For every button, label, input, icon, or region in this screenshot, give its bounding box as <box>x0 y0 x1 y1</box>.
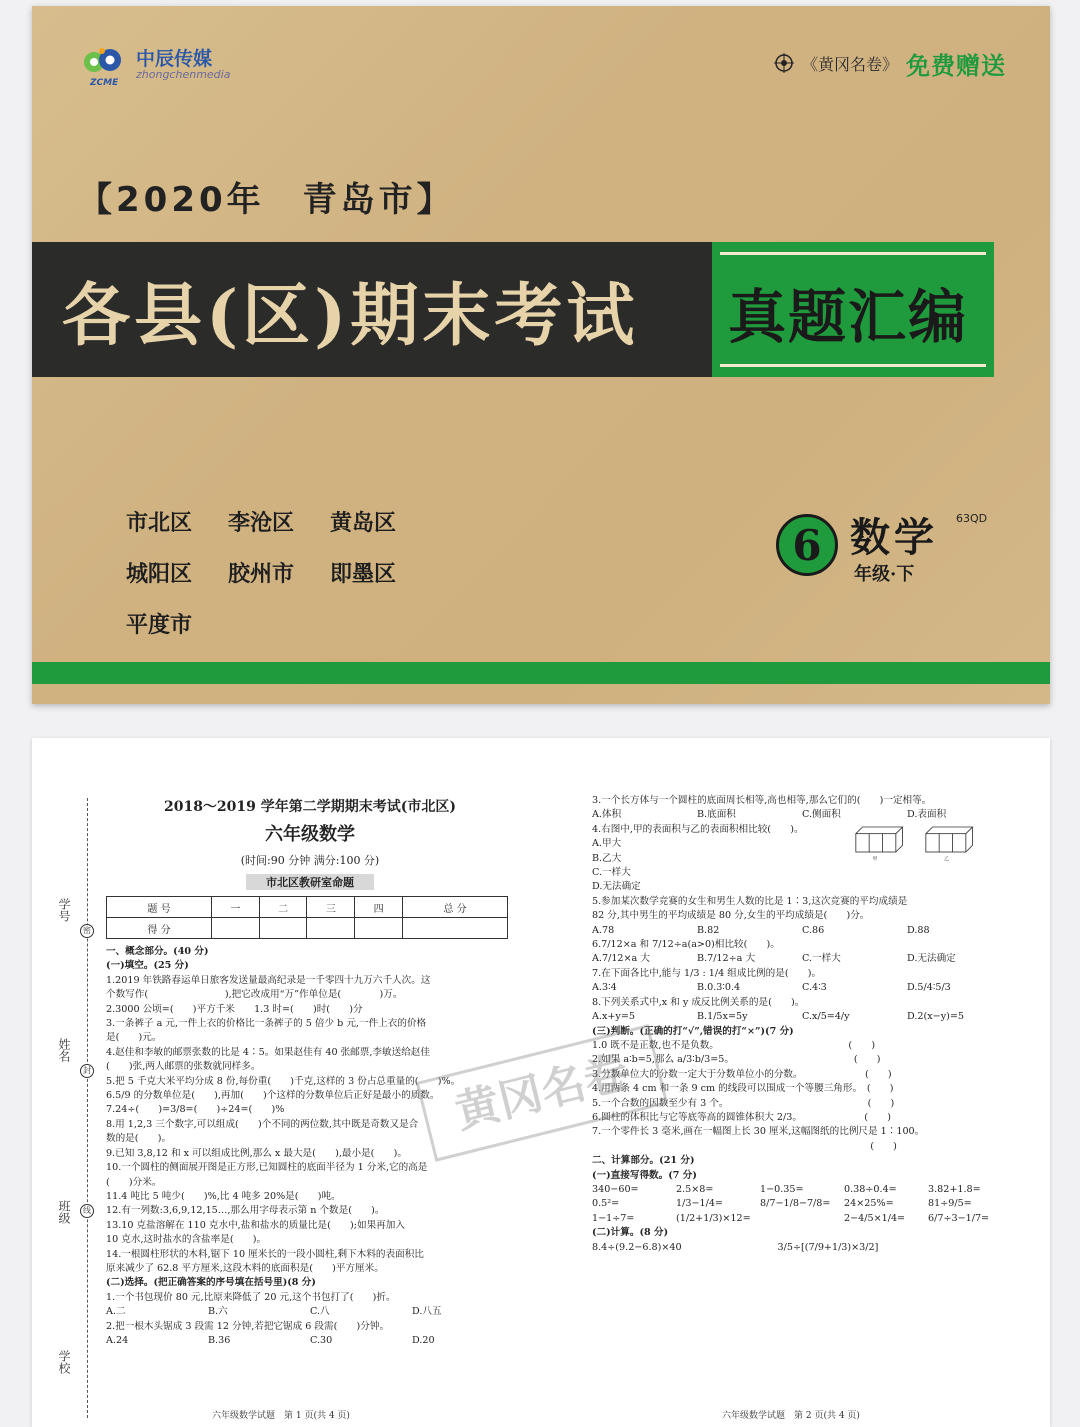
exam-time-info: (时间:90 分钟 满分:100 分) <box>240 854 380 867</box>
question-line: 7.在下面各比中,能与 1/3 : 1/4 组成比例的是( )。 <box>592 967 822 979</box>
answer-option: 340−60= <box>592 1183 639 1195</box>
answer-option: D.88 <box>907 924 930 936</box>
question-line: 2.3000 公顷=( )平方千米 1.3 时=( )时( )分 <box>106 1003 363 1015</box>
binding-mark-envelope: 封 <box>80 1064 94 1078</box>
answer-option: B.36 <box>208 1334 231 1346</box>
score-table-score-row <box>107 918 508 939</box>
question-line: ( )张,两人邮票的张数就同样多。 <box>106 1061 261 1073</box>
score-cell: 得 分 <box>107 918 212 939</box>
answer-option: D.无法确定 <box>907 953 956 965</box>
answer-option: A.二 <box>106 1306 126 1318</box>
answer-option <box>760 1212 844 1226</box>
section-heading: 二、计算部分。(21 分) <box>592 1155 695 1167</box>
district-name: 黄岛区 <box>330 511 397 536</box>
question-line: 7.一个零件长 3 毫米,画在一幅图上长 30 厘米,这幅图纸的比例尺是 1∶100。 <box>592 1126 925 1138</box>
question-line: ( ) <box>592 1140 897 1152</box>
question-line: D.无法确定 <box>592 881 641 893</box>
answer-option: 6/7÷3−1/7= <box>928 1212 990 1224</box>
exam-subtitle: 六年级数学 <box>265 824 355 845</box>
figure-label-b: 乙 <box>944 856 950 862</box>
question-line: 是( )元。 <box>106 1032 162 1044</box>
year-city-heading: 【2020年 青岛市】 <box>78 180 455 220</box>
answer-option: 0.38÷0.4= <box>844 1183 897 1195</box>
question-line: A.甲大 <box>592 838 622 850</box>
question-line: 5.把 5 千克大米平均分成 8 份,每份重( )千克,这样的 3 份占总重量的( )%。 <box>106 1075 461 1087</box>
score-cell <box>355 918 403 939</box>
question-line: 82 分,其中男生的平均成绩是 80 分,女生的平均成绩是( )分。 <box>592 910 870 922</box>
question-line: 6.7/12×a 和 7/12÷a(a>0)相比较( )。 <box>592 939 780 951</box>
score-cell: 四 <box>355 897 403 918</box>
answer-options-row <box>592 1212 1012 1226</box>
section-heading: (一)填空。(25 分) <box>106 960 189 972</box>
score-cell <box>402 918 507 939</box>
answer-options-row <box>592 981 1012 995</box>
exam-paper <box>32 738 1050 1427</box>
figure-label-a: 甲 <box>872 856 878 862</box>
logo-abbreviation: ZCME <box>90 78 119 88</box>
answer-option: 2−4/5×1/4= <box>844 1212 906 1224</box>
answer-option: C.侧面积 <box>802 809 841 821</box>
question-line: 3.分数单位大的分数一定大于分数单位小的分数。 ( ) <box>592 1068 892 1080</box>
exam-title: 2018～2019 学年第二学期期末考试(市北区) <box>163 799 457 815</box>
question-line: 10.一个圆柱的侧面展开图是正方形,已知圆柱的底面半径为 1 分米,它的高是 <box>106 1162 428 1174</box>
binding-label-class: 班级 <box>57 1200 71 1224</box>
answer-option: (1/2+1/3)×12= <box>676 1212 751 1224</box>
binding-label-student-id: 学号 <box>57 898 71 922</box>
binding-line <box>87 798 88 1418</box>
score-cell: 一 <box>211 897 259 918</box>
question-line: 8.下列关系式中,x 和 y 成反比例关系的是( )。 <box>592 996 805 1008</box>
question-line: 4.赵佳和李敏的邮票张数的比是 4∶5。如果赵佳有 40 张邮票,李敏送给赵佳 <box>106 1046 430 1058</box>
district-row <box>126 608 402 639</box>
question-line: 5.一个合数的因数至少有 3 个。 ( ) <box>592 1097 895 1109</box>
target-icon <box>774 53 794 73</box>
section-heading: (二)计算。(8 分) <box>592 1227 669 1239</box>
book-cover <box>32 6 1050 704</box>
answer-option: B.7/12÷a 大 <box>697 953 756 965</box>
answer-option: C.86 <box>802 924 825 936</box>
question-line: B.乙大 <box>592 852 622 864</box>
score-cell <box>211 918 259 939</box>
answer-options-row <box>592 924 1012 938</box>
question-line: 4.用两条 4 cm 和一条 9 cm 的线段可以围成一个等腰三角形。 ( ) <box>592 1083 894 1095</box>
district-name: 平度市 <box>126 613 193 638</box>
main-title: 各县(区)期末考试 <box>62 276 639 356</box>
answer-option: 1/3−1/4= <box>676 1198 723 1210</box>
question-line: 11.4 吨比 5 吨少( )%,比 4 吨多 20%是( )吨。 <box>106 1190 341 1202</box>
district-name: 即墨区 <box>330 562 397 587</box>
question-line: 10 克水,这时盐水的含盐率是( )。 <box>106 1234 267 1246</box>
answer-option: A.7/12×a 大 <box>592 953 650 965</box>
right-column <box>592 794 1012 1255</box>
question-line: 6.圆柱的体积比与它等底等高的圆锥体积大 2/3。 ( ) <box>592 1111 891 1123</box>
question-line: 1.一个书包现价 80 元,比原来降低了 20 元,这个书包打了( )折。 <box>106 1291 396 1303</box>
section-heading: (一)直接写得数。(7 分) <box>592 1169 697 1181</box>
answer-option: B.82 <box>697 924 720 936</box>
district-row <box>126 506 402 537</box>
question-line: ( )分米。 <box>106 1176 162 1188</box>
gift-free-text: 免费赠送 <box>906 50 1006 80</box>
answer-option: D.表面积 <box>907 809 947 821</box>
exam-author: 市北区教研室命题 <box>246 874 374 890</box>
score-cell <box>259 918 307 939</box>
section-heading: (二)选择。(把正确答案的序号填在括号里)(8 分) <box>106 1277 316 1289</box>
answer-option: D.20 <box>412 1334 435 1346</box>
answer-option: B.底面积 <box>697 809 736 821</box>
question-line: 13.10 克盐溶解在 110 克水中,盐和盐水的质量比是( );如果再加入 <box>106 1219 405 1231</box>
answer-option: B.1/5x=5y <box>697 1011 748 1023</box>
district-row <box>126 557 402 588</box>
answer-option: 1−0.35= <box>760 1183 804 1195</box>
answer-options-row <box>592 808 1012 822</box>
answer-option: C.八 <box>310 1306 330 1318</box>
answer-options-row <box>106 1305 514 1319</box>
district-list <box>126 506 402 659</box>
district-name: 胶州市 <box>228 562 295 587</box>
question-line: 个数写作( ),把它改成用“万”作单位是( )万。 <box>106 989 403 1001</box>
question-line: 5.参加某次数学竞赛的女生和男生人数的比是 1∶3,这次竞赛的平均成绩是 <box>592 895 908 907</box>
answer-option: D.5/4∶5/3 <box>907 982 951 994</box>
answer-option: C.x/5=4/y <box>802 1011 850 1023</box>
question-line: 4.右图中,甲的表面积与乙的表面积相比较( )。 <box>592 823 804 835</box>
answer-options-row <box>106 1334 514 1348</box>
logo-english-name: zhongchenmedia <box>136 68 231 81</box>
answer-option: D.八五 <box>412 1306 442 1318</box>
question-line: 7.24÷( )=3/8=( )÷24=( )% <box>106 1104 285 1116</box>
answer-option: C.4∶3 <box>802 982 827 994</box>
question-line: 12.有一列数:3,6,9,12,15…,那么用字母表示第 n 个数是( )。 <box>106 1205 385 1217</box>
right-questions <box>592 794 1012 1255</box>
watermark-stamp: 黄冈名卷 <box>416 1024 669 1162</box>
answer-options-row <box>592 1183 1012 1197</box>
answer-option: B.0.3∶0.4 <box>697 982 741 994</box>
score-cell: 二 <box>259 897 307 918</box>
answer-option: B.六 <box>208 1306 228 1318</box>
answer-option: 3.82+1.8= <box>928 1183 981 1195</box>
question-line: 2.如果 a∶b=5,那么 a/3∶b/3=5。 ( ) <box>592 1054 881 1066</box>
grade-number-badge: 6 <box>776 514 838 576</box>
question-line: 数的是( )。 <box>106 1133 172 1145</box>
logo-chinese-name: 中辰传媒 <box>136 48 213 70</box>
answer-option: 2.5×8= <box>676 1183 714 1195</box>
title-highlight-box <box>712 242 994 377</box>
answer-option: 81÷9/5= <box>928 1198 972 1210</box>
district-name: 城阳区 <box>126 562 193 587</box>
answer-option: A.24 <box>106 1334 129 1346</box>
logo-mark-icon <box>82 46 122 82</box>
answer-option: D.2(x−y)=5 <box>907 1011 965 1023</box>
answer-option: A.体积 <box>592 809 622 821</box>
score-cell <box>307 918 355 939</box>
binding-label-school: 学校 <box>57 1350 71 1374</box>
question-line: 1.2019 年铁路春运单日旅客发送量最高纪录是一千零四十九万六千人次。这 <box>106 974 431 986</box>
question-line: 6.5/9 的分数单位是( ),再加( )个这样的分数单位后正好是最小的质数。 <box>106 1090 440 1102</box>
page-footer-right: 六年级数学试题 第 2 页(共 4 页) <box>722 1411 860 1421</box>
district-name: 市北区 <box>126 511 193 536</box>
highlight-title: 真题汇编 <box>728 283 969 351</box>
question-line: 1.0 既不是正数,也不是负数。 ( ) <box>592 1039 876 1051</box>
binding-label-name: 姓名 <box>57 1038 71 1062</box>
section-heading: (三)判断。(正确的打“√”,错误的打“×”)(7 分) <box>592 1025 794 1037</box>
score-table <box>106 896 508 939</box>
question-line: 3.一个长方体与一个圆柱的底面周长相等,高也相等,那么它们的( )一定相等。 <box>592 795 932 806</box>
binding-mark-line: 线 <box>80 1204 94 1218</box>
district-name: 李沧区 <box>228 511 295 536</box>
question-line: 2.把一根木头锯成 3 段需 12 分钟,若把它锯成 6 段需( )分钟。 <box>106 1320 390 1332</box>
grade-label: 年级·下 <box>854 564 915 585</box>
question-line: 9.已知 3,8,12 和 x 可以组成比例,那么 x 最大是( ),最小是( )。 <box>106 1147 407 1159</box>
answer-option: A.78 <box>592 924 615 936</box>
question-line: 14.一根圆柱形状的木料,锯下 10 厘米长的一段小圆柱,剩下木料的表面积比 <box>106 1248 424 1260</box>
question-line: 原来减少了 62.8 平方厘米,这段木料的底面积是( )平方厘米。 <box>106 1262 384 1274</box>
gift-book-name: 《黄冈名卷》 <box>801 54 898 74</box>
answer-option: A.3∶4 <box>592 982 617 994</box>
free-gift-notice <box>774 48 1006 78</box>
question-line: 3.一条裤子 a 元,一件上衣的价格比一条裤子的 5 倍少 b 元,一件上衣的价格 <box>106 1018 427 1030</box>
title-band <box>32 242 712 377</box>
answer-option: C.一样大 <box>802 953 841 965</box>
answer-option: 0.5²= <box>592 1198 620 1210</box>
answer-options-row <box>592 1197 1012 1211</box>
question-line: 8.用 1,2,3 三个数字,可以组成( )个不同的两位数,其中既是奇数又是合 <box>106 1118 419 1130</box>
answer-option: 24×25%= <box>844 1198 894 1210</box>
bottom-green-stripe <box>32 662 1050 684</box>
question-line: C.一样大 <box>592 867 631 879</box>
cube-figures <box>840 822 990 862</box>
answer-option: A.x+y=5 <box>592 1011 635 1023</box>
binding-mark-seal: 密 <box>80 924 94 938</box>
answer-options-row <box>592 1010 1012 1024</box>
question-line: 8.4÷(9.2−6.8)×40 3/5÷[(7/9+1/3)×3/2] <box>592 1241 879 1253</box>
score-cell: 题 号 <box>107 897 212 918</box>
page-footer-left: 六年级数学试题 第 1 页(共 4 页) <box>212 1411 350 1421</box>
answer-options-row <box>592 952 1012 966</box>
score-table-header-row <box>107 897 508 918</box>
product-code: 63QD <box>956 512 988 525</box>
subject-title: 数学 <box>850 514 938 561</box>
score-cell: 总 分 <box>402 897 507 918</box>
score-cell: 三 <box>307 897 355 918</box>
answer-option: C.30 <box>310 1334 333 1346</box>
section-heading: 一、概念部分。(40 分) <box>106 946 209 957</box>
answer-option: 8/7−1/8−7/8= <box>760 1198 831 1210</box>
answer-option: 1−1÷7= <box>592 1212 635 1224</box>
